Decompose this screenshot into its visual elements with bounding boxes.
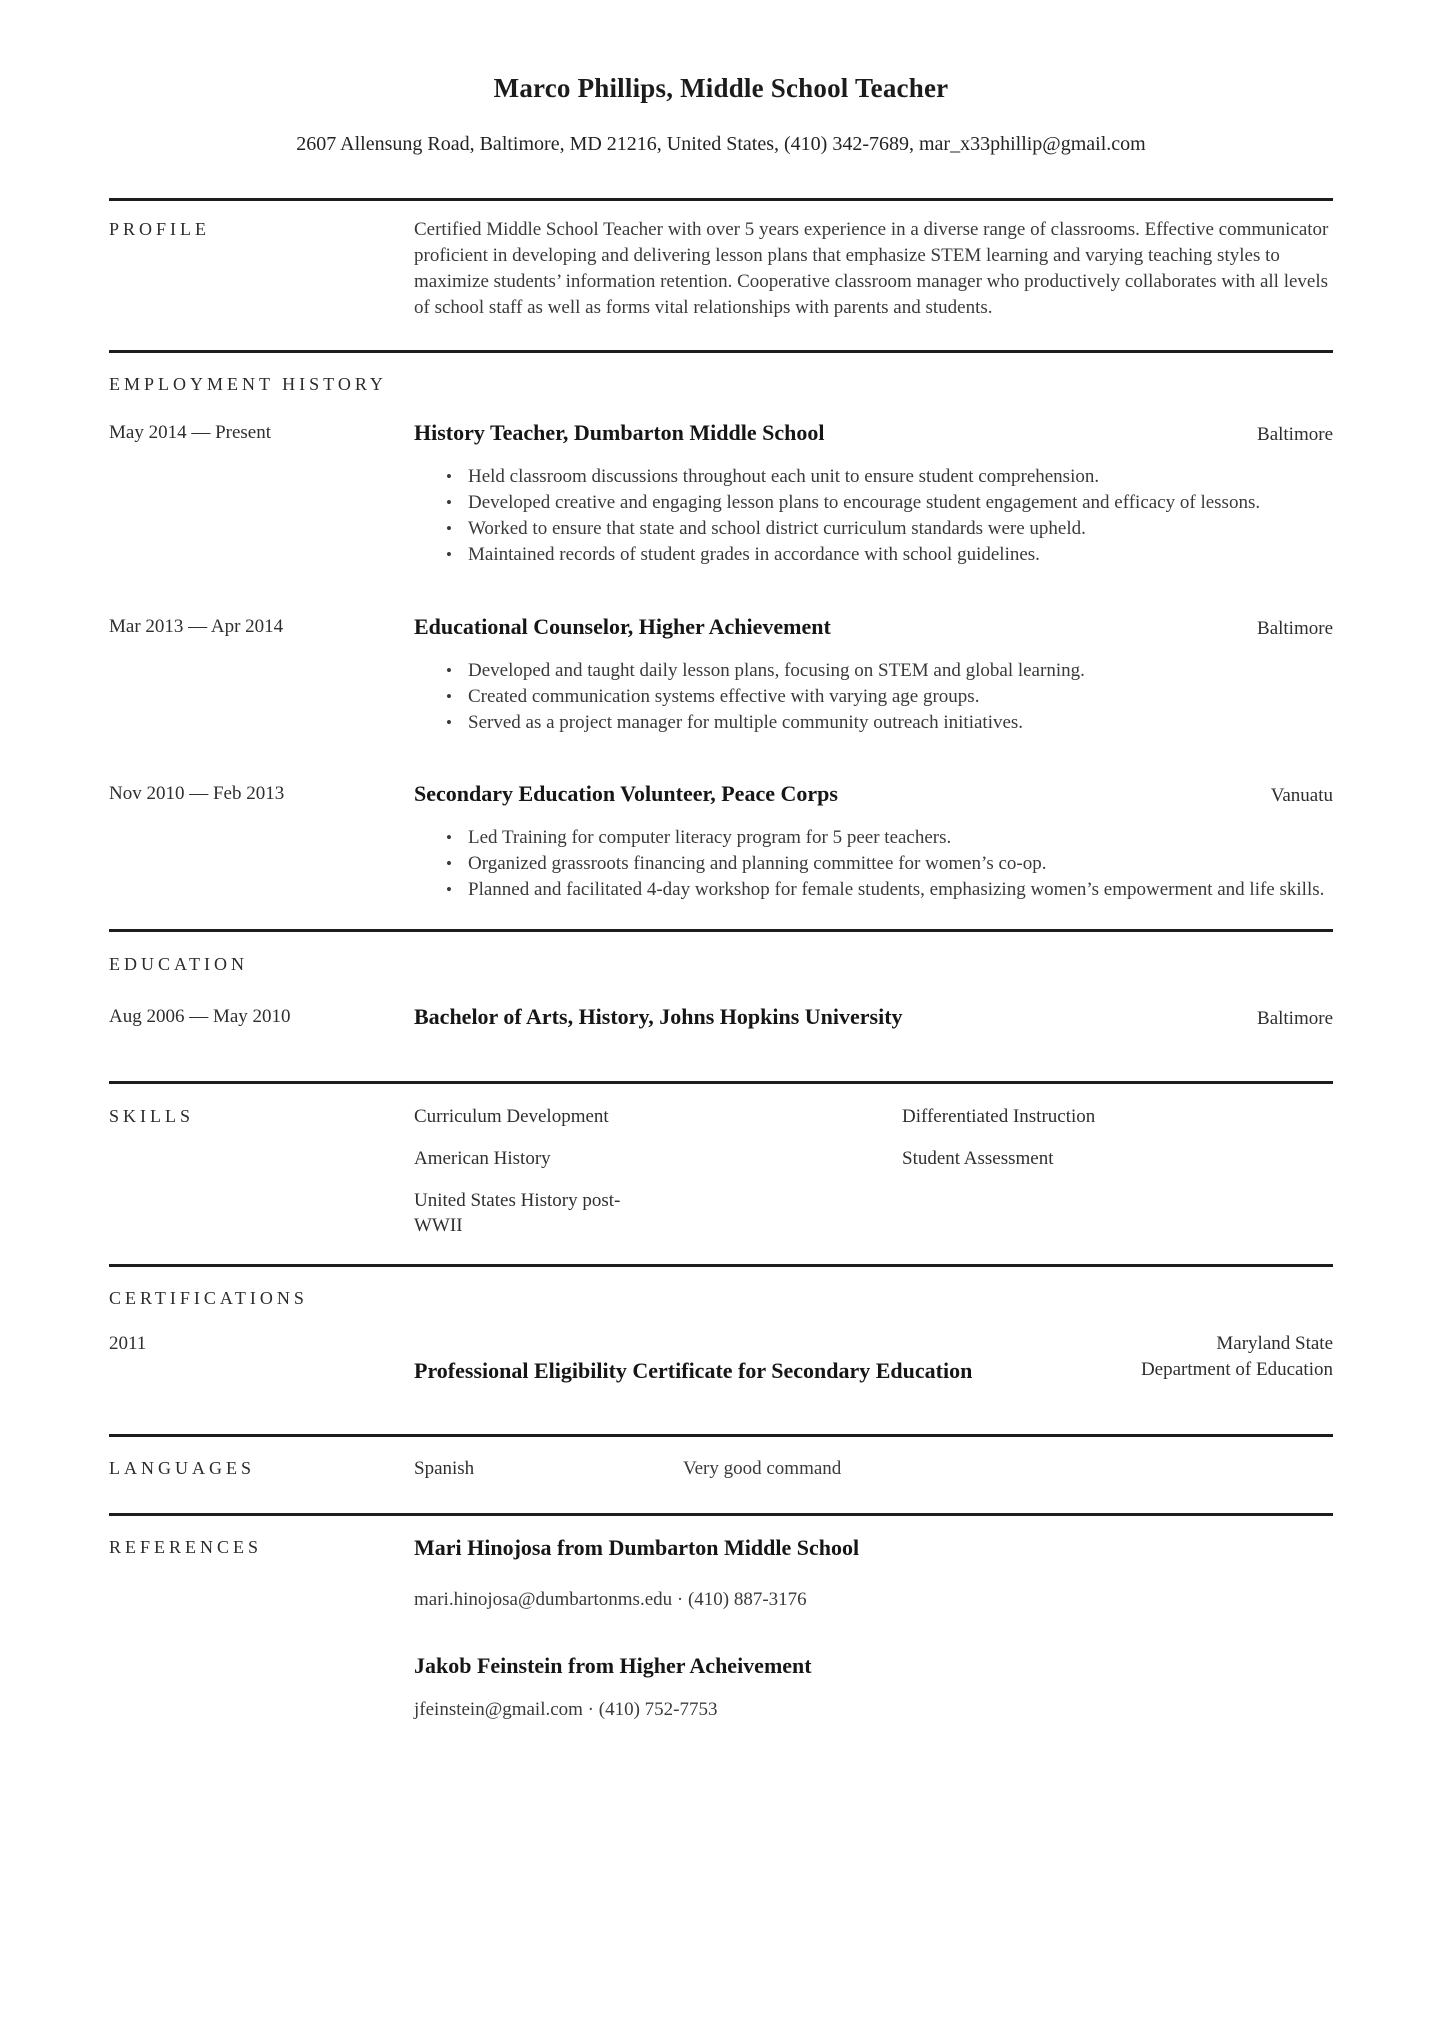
skill-item: Differentiated Instruction [902, 1106, 1096, 1127]
job-title: Educational Counselor, Higher Achievement [414, 614, 831, 639]
bullet-item: • Developed creative and engaging lesson plans to encourage student engagement and efficacy of lessons. [414, 490, 1333, 516]
language-level: Very good command [683, 1458, 842, 1479]
section-certifications [109, 1264, 1333, 1434]
bullet-item: • Served as a project manager for multiple community outreach initiatives. [414, 710, 1333, 736]
reference-name: Jakob Feinstein from Higher Acheivement [414, 1653, 812, 1678]
education-degree: Bachelor of Arts, History, Johns Hopkins University [414, 1004, 903, 1029]
section-references [109, 1513, 1333, 1762]
certification-issuer [1141, 1331, 1333, 1383]
job-entry [109, 420, 1333, 568]
section-skills [109, 1081, 1333, 1264]
bullet-item: • Developed and taught daily lesson plans, focusing on STEM and global learning. [414, 658, 1333, 684]
skill-item: Student Assessment [902, 1148, 1054, 1169]
education-dates: Aug 2006 — May 2010 [109, 1006, 291, 1027]
certification-issuer-line: Department of Education [1140, 1359, 1333, 1380]
reference-contact: mari.hinojosa@dumbartonms.edu · (410) 887-3176 [414, 1589, 807, 1610]
reference-contact: jfeinstein@gmail.com · (410) 752-7753 [414, 1699, 718, 1720]
skill-item: Curriculum Development [414, 1106, 609, 1127]
skill-item: American History [414, 1148, 551, 1169]
section-languages [109, 1434, 1333, 1513]
job-location: Baltimore [1257, 424, 1333, 445]
section-employment-history [109, 350, 1333, 929]
certification-issuer-line: Maryland State [1216, 1333, 1333, 1354]
bullet-item: • Organized grassroots financing and planning committee for women’s co-op. [414, 851, 1333, 877]
references-label: REFERENCES [109, 1537, 263, 1557]
section-profile [109, 198, 1333, 350]
certification-year: 2011 [109, 1333, 147, 1354]
bullet-item: • Held classroom discussions throughout each unit to ensure student comprehension. [414, 464, 1333, 490]
section-education [109, 929, 1333, 1081]
profile-text: Certified Middle School Teacher with over 5 years experience in a diverse range of classrooms. Effective communicator proficient in developing and delivering lesson plans that emphasize STEM learning and varying teaching styles to maximize students’ information retention. Cooperative classroom manager who productively collaborates with all levels of school staff as well as forms vital relationships with parents and students. [414, 219, 1329, 318]
language-entry [414, 1456, 1333, 1481]
bullet-item: • Planned and facilitated 4-day workshop for female students, emphasizing women’s empowerment and life skills. [414, 877, 1333, 903]
skill-item: United States History post-WWII [414, 1190, 621, 1236]
skills-label: SKILLS [109, 1106, 195, 1126]
job-entry [109, 781, 1333, 903]
job-entry [109, 614, 1333, 736]
education-label: EDUCATION [109, 954, 248, 974]
bullet-item: • Worked to ensure that state and school district curriculum standards were upheld. [414, 516, 1333, 542]
skills-column [414, 1104, 902, 1238]
education-entry [109, 1004, 1333, 1032]
job-title: Secondary Education Volunteer, Peace Corps [414, 781, 838, 806]
language-name: Spanish [414, 1458, 475, 1479]
job-dates: May 2014 — Present [109, 422, 272, 443]
resume-header [109, 72, 1333, 156]
reference-entry [414, 1535, 1333, 1612]
job-dates: Mar 2013 — Apr 2014 [109, 616, 284, 637]
employment-label: EMPLOYMENT HISTORY [109, 374, 387, 394]
job-dates: Nov 2010 — Feb 2013 [109, 783, 285, 804]
job-location: Vanuatu [1270, 785, 1333, 806]
languages-label: LANGUAGES [109, 1458, 255, 1478]
profile-label: PROFILE [109, 219, 211, 239]
page-title: Marco Phillips, Middle School Teacher [493, 73, 949, 103]
education-location: Baltimore [1257, 1008, 1333, 1029]
job-bullet-list [414, 825, 1333, 903]
job-location: Baltimore [1257, 618, 1333, 639]
reference-entry [414, 1653, 1333, 1722]
contact-line: 2607 Allensung Road, Baltimore, MD 21216, United States, (410) 342-7689, mar_x33phillip@gmail.com [296, 133, 1146, 155]
bullet-item: • Led Training for computer literacy program for 5 peer teachers. [414, 825, 1333, 851]
bullet-item: • Created communication systems effective with varying age groups. [414, 684, 1333, 710]
job-bullet-list [414, 464, 1333, 568]
reference-name: Mari Hinojosa from Dumbarton Middle School [414, 1535, 860, 1560]
certification-title: Professional Eligibility Certificate for Secondary Education [414, 1358, 973, 1383]
certification-entry [109, 1331, 1333, 1385]
job-title: History Teacher, Dumbarton Middle School [414, 420, 825, 445]
skills-column [902, 1104, 1333, 1238]
job-bullet-list [414, 658, 1333, 736]
bullet-item: • Maintained records of student grades in accordance with school guidelines. [414, 542, 1333, 568]
certifications-label: CERTIFICATIONS [109, 1288, 308, 1308]
